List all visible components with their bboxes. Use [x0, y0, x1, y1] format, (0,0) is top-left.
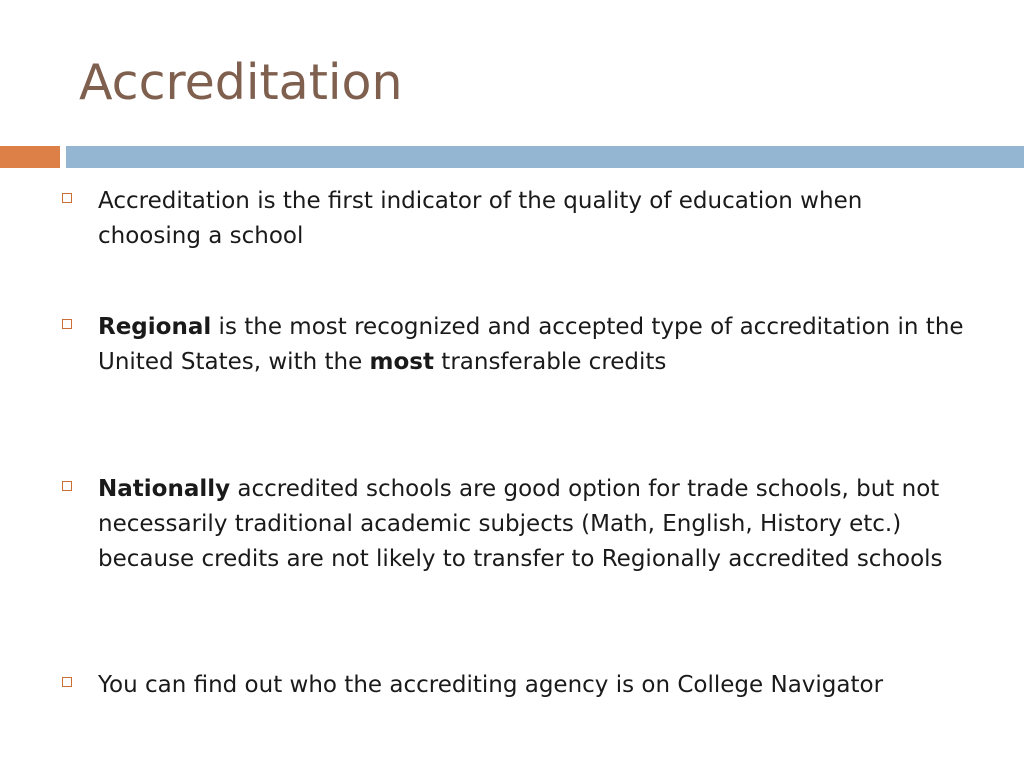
bold-term: most — [369, 349, 434, 375]
slide-title: Accreditation — [79, 54, 403, 111]
square-bullet-icon — [62, 481, 72, 491]
bold-term: Nationally — [98, 476, 231, 502]
bullet-text: Nationally accredited schools are good option for trade schools, but not necessarily traditional academic subjects (Math, English, History etc.) because credits are not likely to transfer to Regionally accredited schools — [98, 476, 943, 572]
bullet-text: Accreditation is the first indicator of the quality of education when choosing a school — [98, 188, 863, 249]
square-bullet-icon — [62, 677, 72, 687]
title-divider-bar — [66, 146, 1024, 168]
title-accent-bar — [0, 146, 60, 168]
bullet-text: Regional is the most recognized and accepted type of accreditation in the United States, with the most transferable credits — [98, 314, 964, 375]
square-bullet-icon — [62, 319, 72, 329]
square-bullet-icon — [62, 193, 72, 203]
bold-term: Regional — [98, 314, 212, 340]
bullet-text: You can find out who the accrediting agency is on College Navigator — [98, 672, 884, 698]
